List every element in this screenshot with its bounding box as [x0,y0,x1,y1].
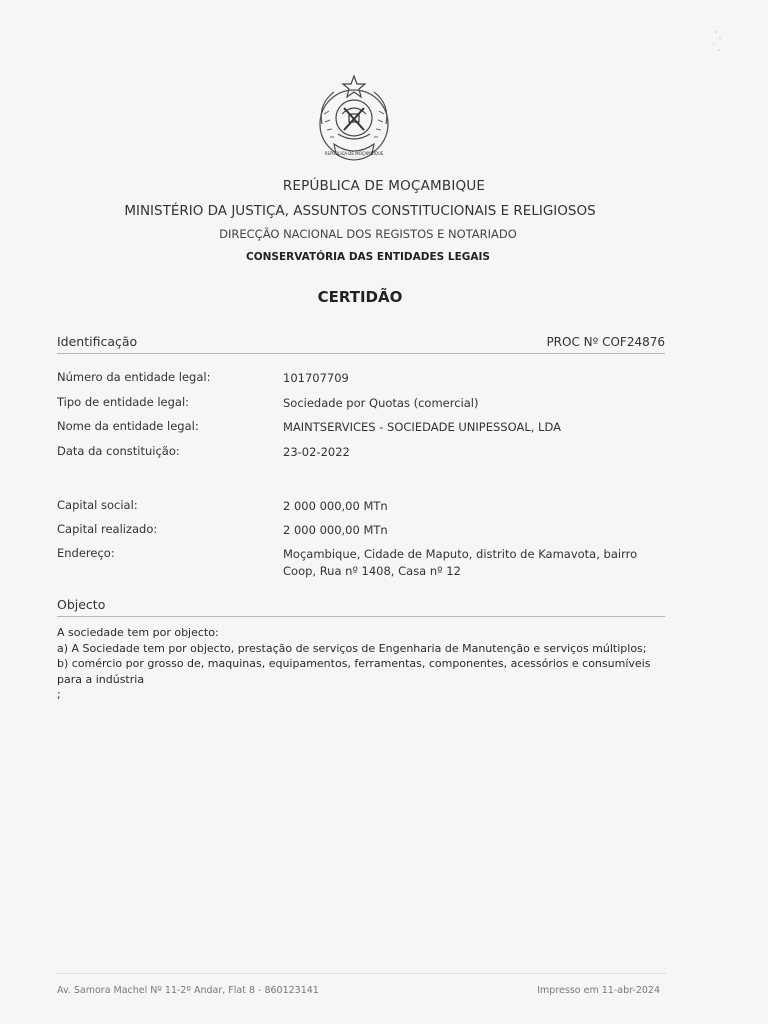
emblem-ribbon-text: REPÚBLICA DE MOÇAMBIQUE [324,151,384,156]
field-label: Número da entidade legal: [57,370,211,384]
field-label: Endereço: [57,546,115,560]
field-value: 2 000 000,00 MTn [283,499,388,513]
field-label: Nome da entidade legal: [57,419,199,433]
identificacao-heading: Identificação [57,334,138,349]
field-value: 23-02-2022 [283,445,350,459]
identificacao-divider [57,353,665,354]
objecto-line: b) comércio por grosso de, maquinas, equipamentos, ferramentas, componentes, acessórios e consumíveis [57,657,651,670]
field-label: Tipo de entidade legal: [57,395,190,409]
objecto-divider [57,616,665,617]
republic-heading: REPÚBLICA DE MOÇAMBIQUE [282,178,486,194]
field-value: 2 000 000,00 MTn [283,523,388,537]
objecto-line: ; [57,688,61,701]
objecto-line: a) A Sociedade tem por objecto, prestação de serviços de Engenharia de Manutenção e serviços múltiplos; [57,641,647,655]
address-line: Moçambique, Cidade de Maputo, distrito de Kamavota, bairro [283,547,638,561]
registry-heading: CONSERVATÓRIA DAS ENTIDADES LEGAIS [246,251,490,263]
objecto-heading: Objecto [57,597,106,612]
proc-number: PROC Nº COF24876 [546,335,665,349]
printed-date: Impresso em 11-abr-2024 [537,985,660,996]
field-label: Data da constituição: [57,444,180,458]
footer-divider [57,973,665,974]
document-title: CERTIDÃO [317,288,403,306]
objecto-line: A sociedade tem por objecto: [57,626,219,639]
field-value [283,546,673,580]
scan-specks [708,26,728,66]
directorate-heading: DIRECÇÃO NACIONAL DOS REGISTOS E NOTARIADO [219,227,517,241]
national-emblem [312,74,396,172]
address-line: Coop, Rua nº 1408, Casa nº 12 [283,564,461,578]
field-label: Capital realizado: [57,522,158,536]
field-value: 101707709 [283,371,349,385]
field-label: Capital social: [57,498,138,512]
field-value: Sociedade por Quotas (comercial) [283,396,479,410]
field-value: MAINTSERVICES - SOCIEDADE UNIPESSOAL, LDA [283,420,561,434]
ministry-heading: MINISTÉRIO DA JUSTIÇA, ASSUNTOS CONSTITUCIONAIS E RELIGIOSOS [124,203,596,219]
footer-address: Av. Samora Machel Nº 11-2º Andar, Flat 8 - 860123141 [57,985,319,996]
objecto-text [57,625,677,703]
objecto-line: para a indústria [57,672,145,686]
emblem-icon [312,74,396,172]
